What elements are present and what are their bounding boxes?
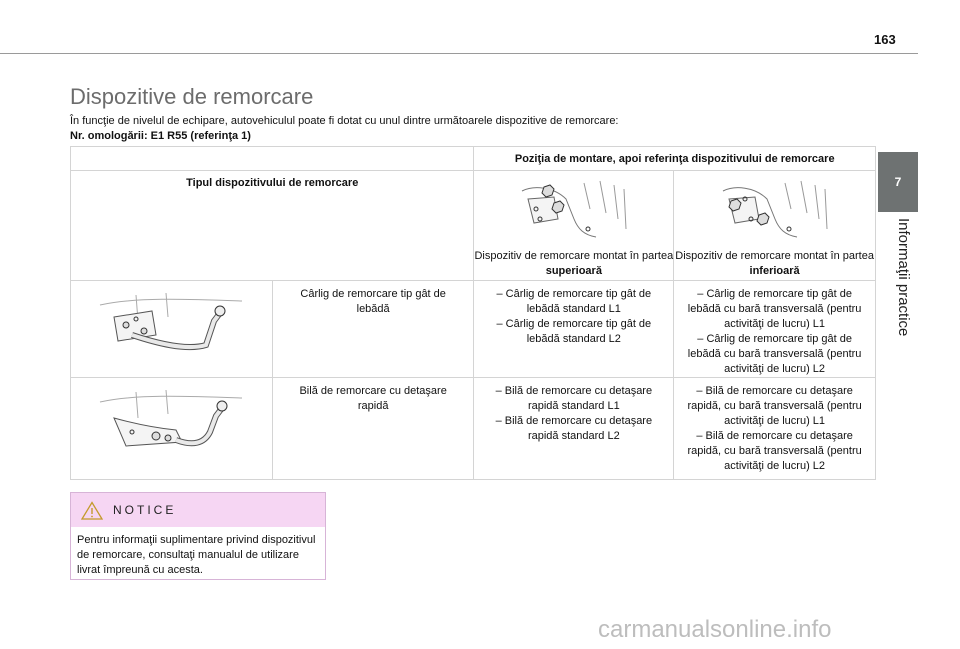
warning-triangle-icon [81,501,103,520]
quick-release-ball-illustration [96,388,246,462]
notice-body: Pentru informaţii suplimentare privind dispozitivul de remorcare, consultaţi manualul de utilizare livrat împreună cu acesta. [77,534,316,576]
list-item: – Bilă de remorcare cu detaşare rapidă, cu bară transversală (pentru activităţi de lucru) L2 [687,430,862,472]
swan-neck-image-cell [71,281,273,378]
list-item: – Cârlig de remorcare tip gât de lebădă cu bară transversală (pentru activităţi de lucru) L1 [687,288,862,330]
list-item: – Bilă de remorcare cu detaşare rapidă standard L1 [495,385,653,412]
notice-box [70,492,326,580]
upper-list-cell [474,281,674,378]
type-cell: Bilă de remorcare cu detaşare rapidă [272,378,474,480]
mount-upper-bold: superioară [545,265,602,277]
list-item: – Cârlig de remorcare tip gât de lebădă standard L2 [496,318,652,345]
table-row [71,281,876,378]
top-divider [0,53,918,54]
watermark: carmanualsonline.info [598,616,832,643]
mount-lower-cell [674,171,876,281]
upper-list-cell [474,378,674,480]
table-row [71,171,876,281]
upper-mount-illustration [514,179,634,245]
mount-lower-bold: inferioară [749,265,800,277]
mount-lower-caption [674,249,875,279]
swan-neck-hook-illustration [96,291,246,365]
list-item: – Cârlig de remorcare tip gât de lebădă cu bară transversală (pentru activităţi de lucru) L2 [687,333,862,375]
table-header-row [71,147,876,171]
list-item: – Cârlig de remorcare tip gât de lebădă standard L1 [496,288,652,315]
notice-header [71,493,325,527]
notice-title: NOTICE [113,503,177,517]
page-title: Dispozitive de remorcare [70,84,314,109]
mount-upper-text: Dispozitiv de remorcare montat în partea [474,250,674,262]
list-item: – Bilă de remorcare cu detaşare rapidă standard L2 [495,415,653,442]
towing-devices-table [70,146,876,480]
mount-upper-caption [474,249,673,279]
mount-lower-text: Dispozitiv de remorcare montat în partea [675,250,874,262]
lower-list-cell [674,281,876,378]
type-cell: Cârlig de remorcare tip gât de lebădă [272,281,474,378]
lower-list-cell [674,378,876,480]
type-header: Tipul dispozitivului de remorcare [71,171,474,281]
header-empty-cell [71,147,474,171]
chapter-tab[interactable]: 7 [878,152,918,212]
quick-release-image-cell [71,378,273,480]
homologation-number: Nr. omologării: E1 R55 (referinţa 1) [70,130,251,142]
mount-upper-cell [474,171,674,281]
lower-mount-illustration [715,179,835,245]
table-row [71,378,876,480]
intro-text: În funcţie de nivelul de echipare, autovehiculul poate fi dotat cu unul dintre următoarele dispozitive de remorcare: [70,115,619,127]
page-number: 163 [874,32,896,47]
chapter-label: Informaţii practice [895,218,912,337]
table-header: Poziţia de montare, apoi referinţa dispozitivului de remorcare [474,147,876,171]
list-item: – Bilă de remorcare cu detaşare rapidă, cu bară transversală (pentru activităţi de lucru) L1 [687,385,862,427]
